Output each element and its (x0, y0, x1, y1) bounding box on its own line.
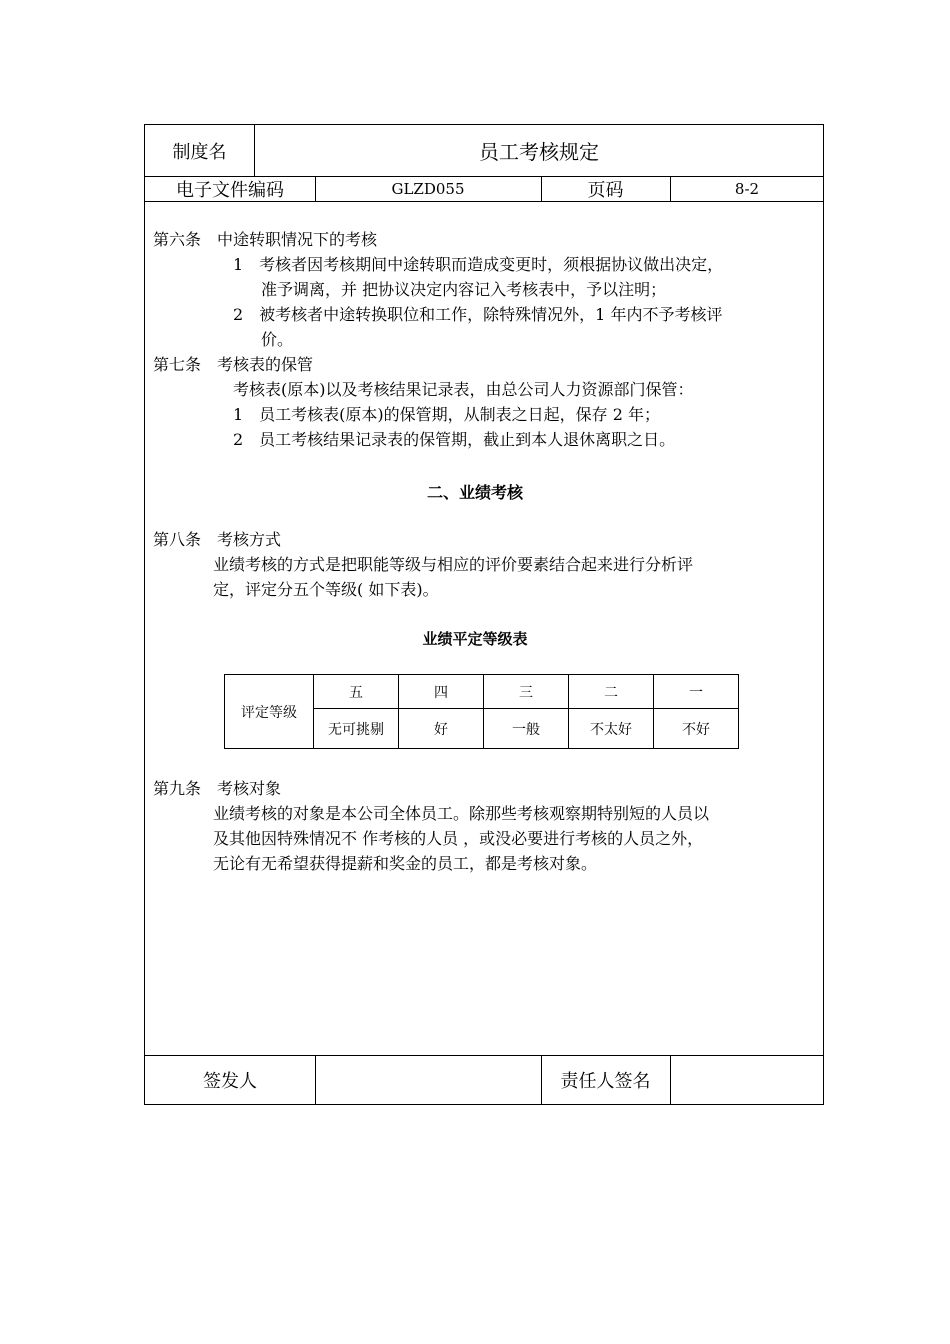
grade-description: 好 (399, 709, 484, 749)
article-8-line-1: 业绩考核的方式是把职能等级与相应的评价要素结合起来进行分析评 (213, 555, 694, 574)
grade-description: 不太好 (569, 709, 654, 749)
article-8-line-2: 定，评定分五个等级( 如下表)。 (213, 580, 439, 599)
document-title: 员工考核规定 (479, 140, 599, 164)
article-6-item-2-cont: 价。 (261, 330, 294, 349)
article-7-intro: 考核表(原本)以及考核结果记录表，由总公司人力资源部门保管： (233, 380, 694, 399)
article-7-item-2: 2 员工考核结果记录表的保管期，截止到本人退休离职之日。 (233, 430, 676, 449)
grade-level: 三 (484, 675, 569, 709)
page-number-value: 8-2 (734, 179, 760, 198)
grade-level: 四 (399, 675, 484, 709)
responsible-signature-label: 责任人签名 (560, 1071, 651, 1092)
article-6-item-1-cont: 准予调离，并 把协议决定内容记入考核表中，予以注明； (261, 280, 667, 299)
file-code-label: 电子文件编码 (176, 179, 284, 201)
grade-table-caption: 业绩平定等级表 (422, 630, 528, 648)
page-label: 页码 (587, 179, 624, 201)
grade-row-label: 评定等级 (225, 675, 314, 749)
file-code-value: GLZD055 (391, 179, 465, 198)
article-7-item-1: 1 员工考核表(原本)的保管期，从制表之日起，保存 2 年； (233, 405, 661, 424)
grade-description: 无可挑剔 (314, 709, 399, 749)
grade-description: 一般 (484, 709, 569, 749)
article-9-title: 第九条 考核对象 (153, 779, 282, 798)
article-9-line-3: 无论有无希望获得提薪和奖金的员工，都是考核对象。 (213, 854, 598, 873)
grade-level: 二 (569, 675, 654, 709)
grade-level: 一 (654, 675, 739, 709)
article-9-line-2: 及其他因特殊情况不 作考核的人员 ，或没必要进行考核的人员之外， (213, 829, 704, 848)
article-6-item-1: 1 考核者因考核期间中途转职而造成变更时，须根据协议做出决定， (233, 255, 724, 274)
issuer-label: 签发人 (203, 1071, 257, 1092)
article-8-title: 第八条 考核方式 (153, 530, 282, 549)
article-9-line-1: 业绩考核的对象是本公司全体员工。除那些考核观察期特别短的人员以 (213, 804, 710, 823)
grade-level: 五 (314, 675, 399, 709)
grade-table (224, 674, 739, 749)
article-6-title: 第六条 中途转职情况下的考核 (153, 230, 378, 249)
grade-description: 不好 (654, 709, 739, 749)
system-name-label: 制度名 (172, 141, 227, 163)
responsible-signature-field[interactable] (670, 1055, 824, 1105)
article-7-title: 第七条 考核表的保管 (153, 355, 314, 374)
article-6-item-2: 2 被考核者中途转换职位和工作，除特殊情况外，1 年内不予考核评 (233, 305, 723, 324)
issuer-field[interactable] (315, 1055, 541, 1105)
section-2-heading: 二、业绩考核 (426, 483, 523, 502)
